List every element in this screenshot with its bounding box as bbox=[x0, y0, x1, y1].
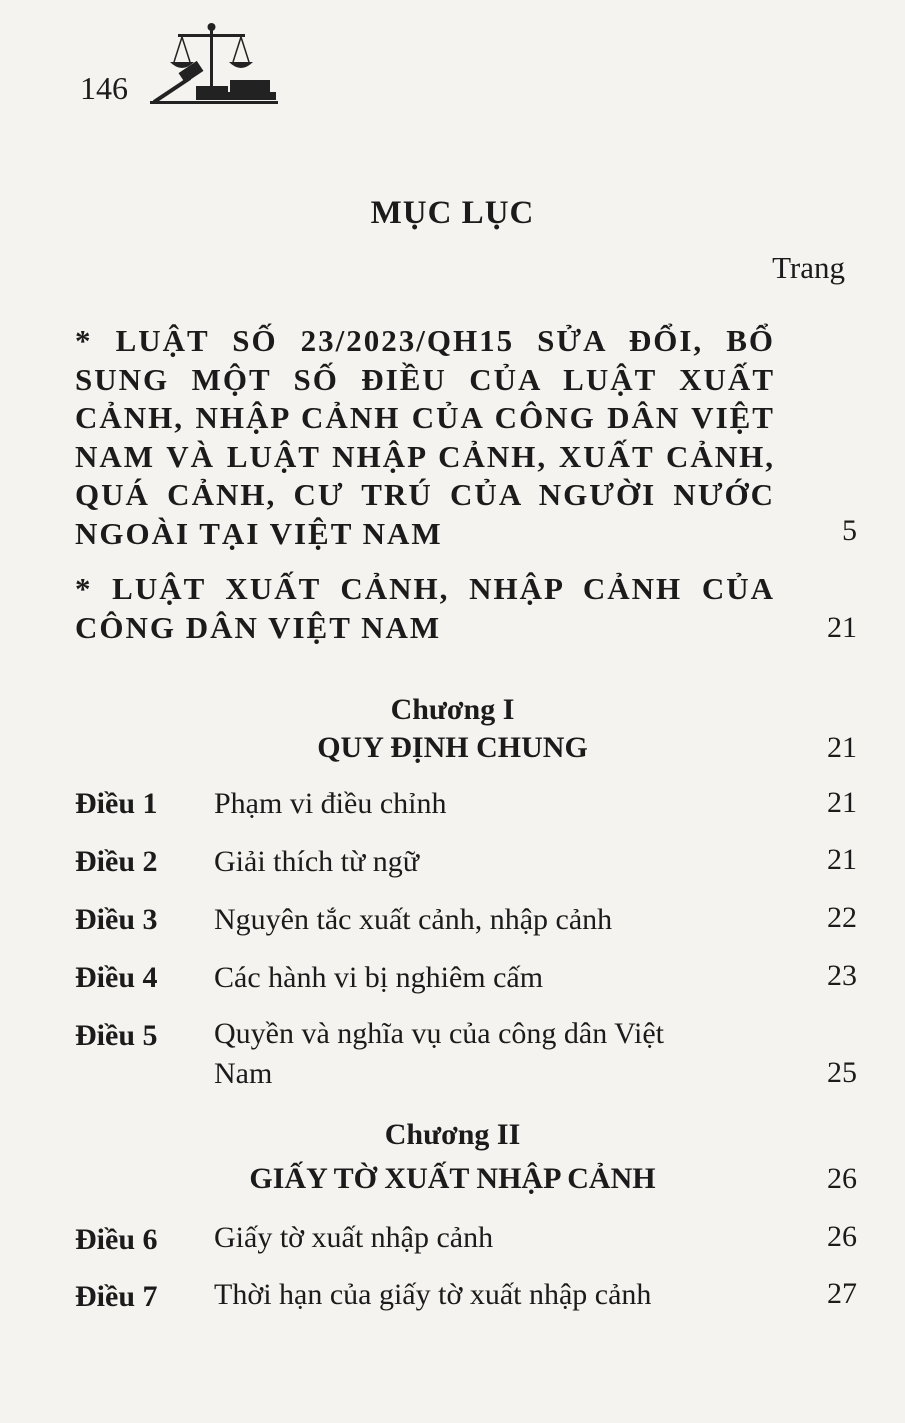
page-column-label: Trang bbox=[772, 250, 845, 285]
article-label: Điều 1 bbox=[75, 787, 158, 820]
chapter-title: GIẤY TỜ XUẤT NHẬP CẢNH bbox=[249, 1162, 656, 1195]
article-page: 26 bbox=[827, 1220, 857, 1253]
scales-of-justice-icon bbox=[150, 22, 280, 106]
article-page: 22 bbox=[827, 901, 857, 934]
article-page: 25 bbox=[827, 1056, 857, 1089]
article-title: Nguyên tắc xuất cảnh, nhập cảnh bbox=[214, 903, 613, 936]
chapter-label: Chương I bbox=[390, 693, 515, 726]
article-title: Giải thích từ ngữ bbox=[214, 845, 419, 878]
law-entry-page: 5 bbox=[842, 514, 857, 547]
law-entry-page: 21 bbox=[827, 611, 857, 644]
article-label: Điều 4 bbox=[75, 961, 158, 994]
chapter-label: Chương II bbox=[384, 1118, 521, 1151]
article-label: Điều 3 bbox=[75, 903, 158, 936]
article-label: Điều 5 bbox=[75, 1019, 158, 1052]
article-title: Phạm vi điều chỉnh bbox=[214, 787, 447, 820]
page-number: 146 bbox=[80, 70, 128, 106]
article-page: 23 bbox=[827, 959, 857, 992]
article-page: 21 bbox=[827, 843, 857, 876]
article-label: Điều 6 bbox=[75, 1223, 158, 1256]
article-page: 21 bbox=[827, 786, 857, 819]
article-label: Điều 2 bbox=[75, 845, 158, 878]
toc-heading: MỤC LỤC bbox=[370, 195, 535, 231]
article-title: Các hành vi bị nghiêm cấm bbox=[214, 961, 544, 994]
law-entry-title: * LUẬT XUẤT CẢNH, NHẬP CẢNH CỦA CÔNG DÂN VIỆT NAM bbox=[75, 571, 775, 645]
article-title: Giấy tờ xuất nhập cảnh bbox=[214, 1221, 494, 1254]
article-title: Thời hạn của giấy tờ xuất nhập cảnh bbox=[214, 1278, 652, 1311]
chapter-page: 21 bbox=[827, 731, 857, 764]
law-entry-title: * LUẬT SỐ 23/2023/QH15 SỬA ĐỔI, BỔ SUNG MỘT SỐ ĐIỀU CỦA LUẬT XUẤT CẢNH, NHẬP CẢNH CỦA CÔNG DÂN VIỆT NAM VÀ LUẬT NHẬP CẢNH, XUẤT CẢNH, QUÁ CẢNH, CƯ TRÚ CỦA NGƯỜI NƯỚC NGOÀI TẠI VIỆT NAM bbox=[75, 323, 775, 551]
chapter-page: 26 bbox=[827, 1162, 857, 1195]
chapter-title: QUY ĐỊNH CHUNG bbox=[317, 731, 588, 764]
article-label: Điều 7 bbox=[75, 1280, 158, 1313]
article-page: 27 bbox=[827, 1277, 857, 1310]
article-title: Quyền và nghĩa vụ của công dân Việt Nam bbox=[214, 1017, 665, 1090]
